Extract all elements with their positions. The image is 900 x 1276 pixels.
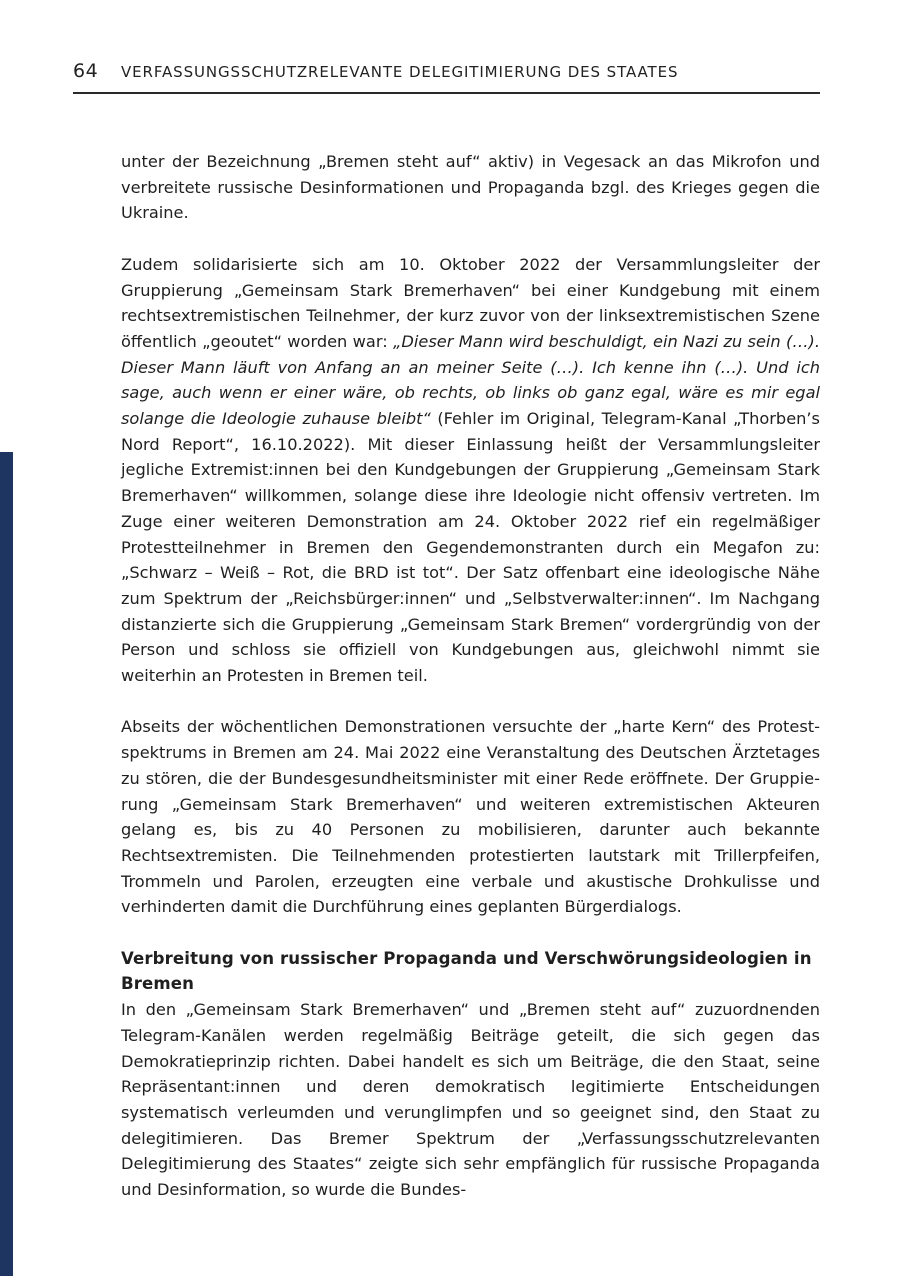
body-text [121,149,820,1203]
paragraph-intro: Zudem solidarisierte sich am 10. Oktober 2022 der Versammlungsleiter der Gruppierung „Gemeinsam Stark Bremerhaven“ bei einer Kundgebung mit einem rechtsextremistischen Teilnehmer, der kurz zuvor von der linksextremistischen Szene öffentlich „geoutet“ worden war: [121,254,820,351]
running-title: VERFASSUNGSSCHUTZRELEVANTE DELEGITIMIERUNG DES STAATES [121,63,679,81]
paragraph: unter der Bezeichnung „Bremen steht auf“ aktiv) in Vegesack an das Mikrofon und verbreitete russische Desinformationen und Propaganda bzgl. des Krieges gegen die Ukraine. [121,152,820,223]
section-paragraph: In den „Gemeinsam Stark Bremerhaven“ und „Bremen steht auf“ zuzuordnenden Telegram-Kanälen werden regelmäßig Beiträge geteilt, die sich gegen das Demokratieprinzip richten. Dabei handelt es sich um Beiträge, die den Staat, seine Repräsentant:innen und deren demokratisch legitimierte Entscheidungen systematisch verleumden und verunglimpfen und so geeignet sind, den Staat zu delegitimieren. Das Bremer Spektrum der „Verfassungsschutzrelevanten Delegitimierung des Staates“ zeigte sich sehr empfänglich für russische Propaganda und Desinformation, so wurde die Bundes- [121,1000,820,1200]
paragraph-rest: (Fehler im Original, Telegram-Kanal „Thorben’s Nord Report“, 16.10.2022). Mit dieser Einlassung heißt der Versammlungsleiter jegliche Extremist:innen bei den Kundgebungen der Gruppierung „Gemeinsam Stark Bremerhaven“ willkommen, solange diese ihre Ideologie nicht offensiv vertreten. Im Zuge einer weiteren Demonstration am 24. Oktober 2022 rief ein regelmäßiger Protestteilnehmer in Bremen den Gegendemonstranten durch ein Megafon zu: „Schwarz – Weiß – Rot, die BRD ist tot“. Der Satz offenbart eine ideologische Nähe zum Spektrum der „Reichsbürger:innen“ und „Selbstverwalter:innen“. Im Nachgang distanzierte sich die Gruppierung „Gemeinsam Stark Bremen“ vordergründig von der Person und schloss sie offiziell von Kundgebungen aus, gleichwohl nimmt sie weiterhin an Protesten in Bremen teil. [121,409,820,686]
page-header [73,58,820,94]
quote: „Dieser Mann wird beschuldigt, ein Nazi zu sein (…). Dieser Mann läuft von Anfang an an meiner Seite (…). Ich kenne ihn (…). Und ich sage, auch wenn er einer wäre, ob rechts, ob links ob ganz egal, wäre es mir egal solange die Ideologie zuhause bleibt“ [121,331,821,429]
page-number: 64 [73,60,99,82]
paragraph: Abseits der wöchentlichen Demonstrationen versuchte der „harte Kern“ des Protestspektrums in Bremen am 24. Mai 2022 eine Veranstaltung des Deutschen Ärztetages zu stören, die der Bundesgesundheitsminister mit einer Rede eröffnete. Der Gruppierung „Gemeinsam Stark Bremerhaven“ und weiteren extremistischen Akteuren gelang es, bis zu 40 Personen zu mobilisieren, darunter auch bekannte Rechtsextremisten. Die Teilnehmenden protestierten lautstark mit Trillerpfeifen, Trommeln und Parolen, erzeugten eine verbale und akustische Drohkulisse und verhinderten damit die Durchführung eines geplanten Bürgerdialogs. [121,717,820,917]
side-accent-bar [0,452,13,1276]
section-heading: Verbreitung von russischer Propaganda und Verschwörungsideologien in Bremen [121,948,812,994]
paragraph-with-quote [121,252,820,689]
